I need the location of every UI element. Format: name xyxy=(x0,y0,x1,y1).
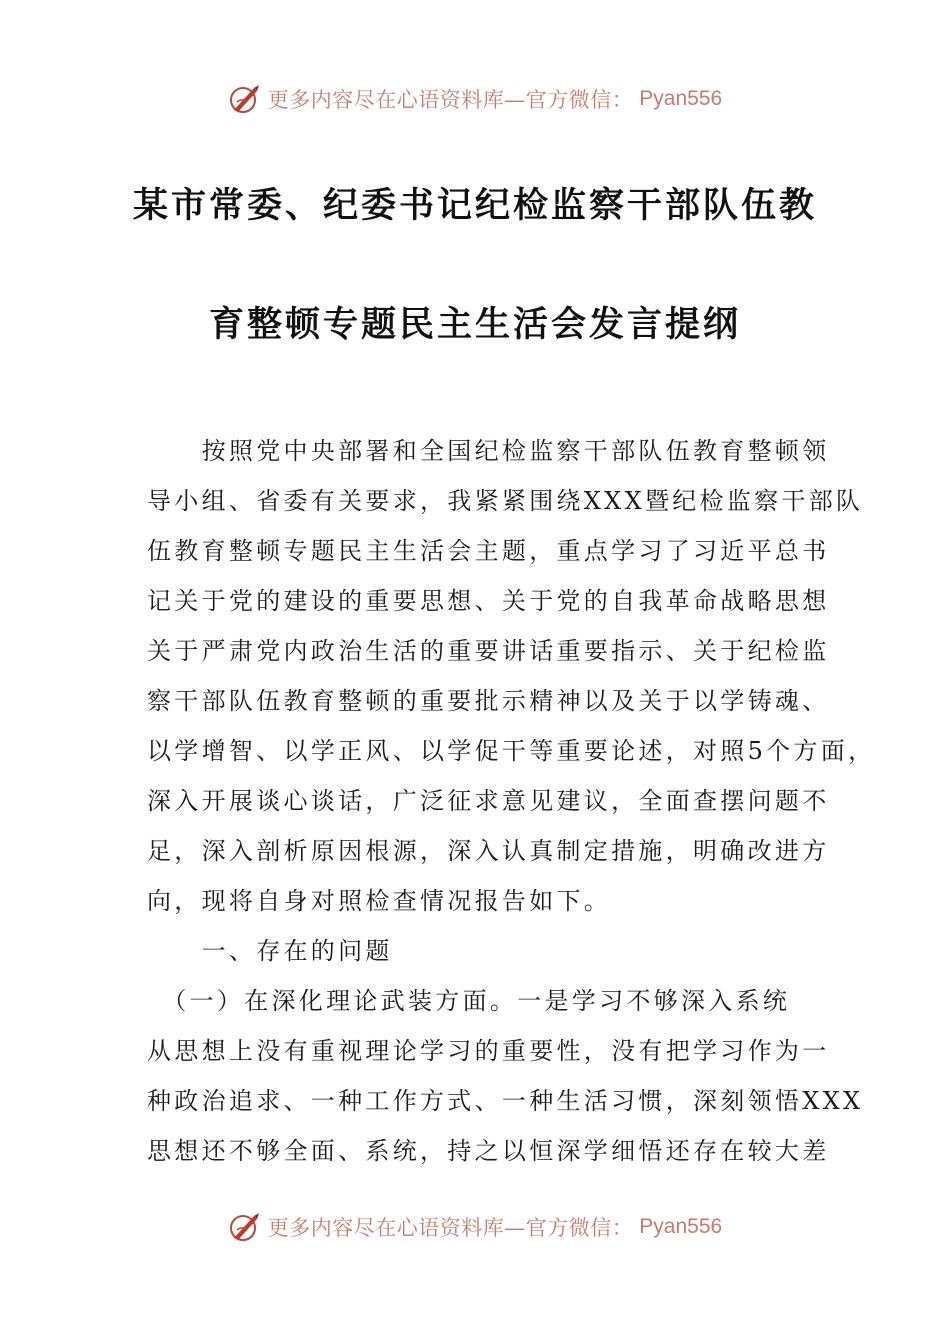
body-line: 向，现将自身对照检查情况报告如下。 xyxy=(147,887,612,915)
body-line: 关于严肃党内政治生活的重要讲话重要指示、关于纪检监 xyxy=(147,637,830,665)
header-watermark xyxy=(0,82,950,116)
body-line: 足，深入剖析原因根源，深入认真制定措施，明确改进方 xyxy=(147,837,830,865)
watermark-text: 更多内容尽在心语资料库—官方微信： xyxy=(267,1216,634,1240)
body-line: 思想还不够全面、系统，持之以恒深学细悟还存在较大差 xyxy=(147,1137,830,1165)
watermark-wechat-id: Pyan556 xyxy=(639,87,723,110)
footer-watermark xyxy=(0,1210,950,1244)
watermark-wechat-id: Pyan556 xyxy=(639,1215,723,1238)
body-line: （一）在深化理论武装方面。一是学习不够深入系统 xyxy=(147,987,791,1015)
document-title-line-2: 育整顿专题民主生活会发言提纲 xyxy=(208,304,741,345)
section-heading: 一、存在的问题 xyxy=(147,937,393,965)
body-line: 种政治追求、一种工作方式、一种生活习惯，深刻领悟XXX xyxy=(147,1087,864,1115)
body-line: 以学增智、以学正风、以学促干等重要论述，对照5个方面， xyxy=(147,737,876,765)
quill-pen-logo-icon xyxy=(228,82,262,116)
body-line: 从思想上没有重视理论学习的重要性，没有把学习作为一 xyxy=(147,1037,830,1065)
body-line: 导小组、省委有关要求，我紧紧围绕XXX暨纪检监察干部队 xyxy=(147,487,864,515)
watermark-text: 更多内容尽在心语资料库—官方微信： xyxy=(267,88,634,112)
body-line: 按照党中央部署和全国纪检监察干部队伍教育整顿领 xyxy=(147,437,830,465)
quill-pen-logo-icon xyxy=(228,1210,262,1244)
body-line: 记关于党的建设的重要思想、关于党的自我革命战略思想 xyxy=(147,587,830,615)
body-line: 察干部队伍教育整顿的重要批示精神以及关于以学铸魂、 xyxy=(147,687,830,715)
document-title-line-1: 某市常委、纪委书记纪检监察干部队伍教 xyxy=(132,185,817,226)
body-line: 深入开展谈心谈话，广泛征求意见建议，全面查摆问题不 xyxy=(147,787,830,815)
body-line: 伍教育整顿专题民主生活会主题，重点学习了习近平总书 xyxy=(147,537,830,565)
